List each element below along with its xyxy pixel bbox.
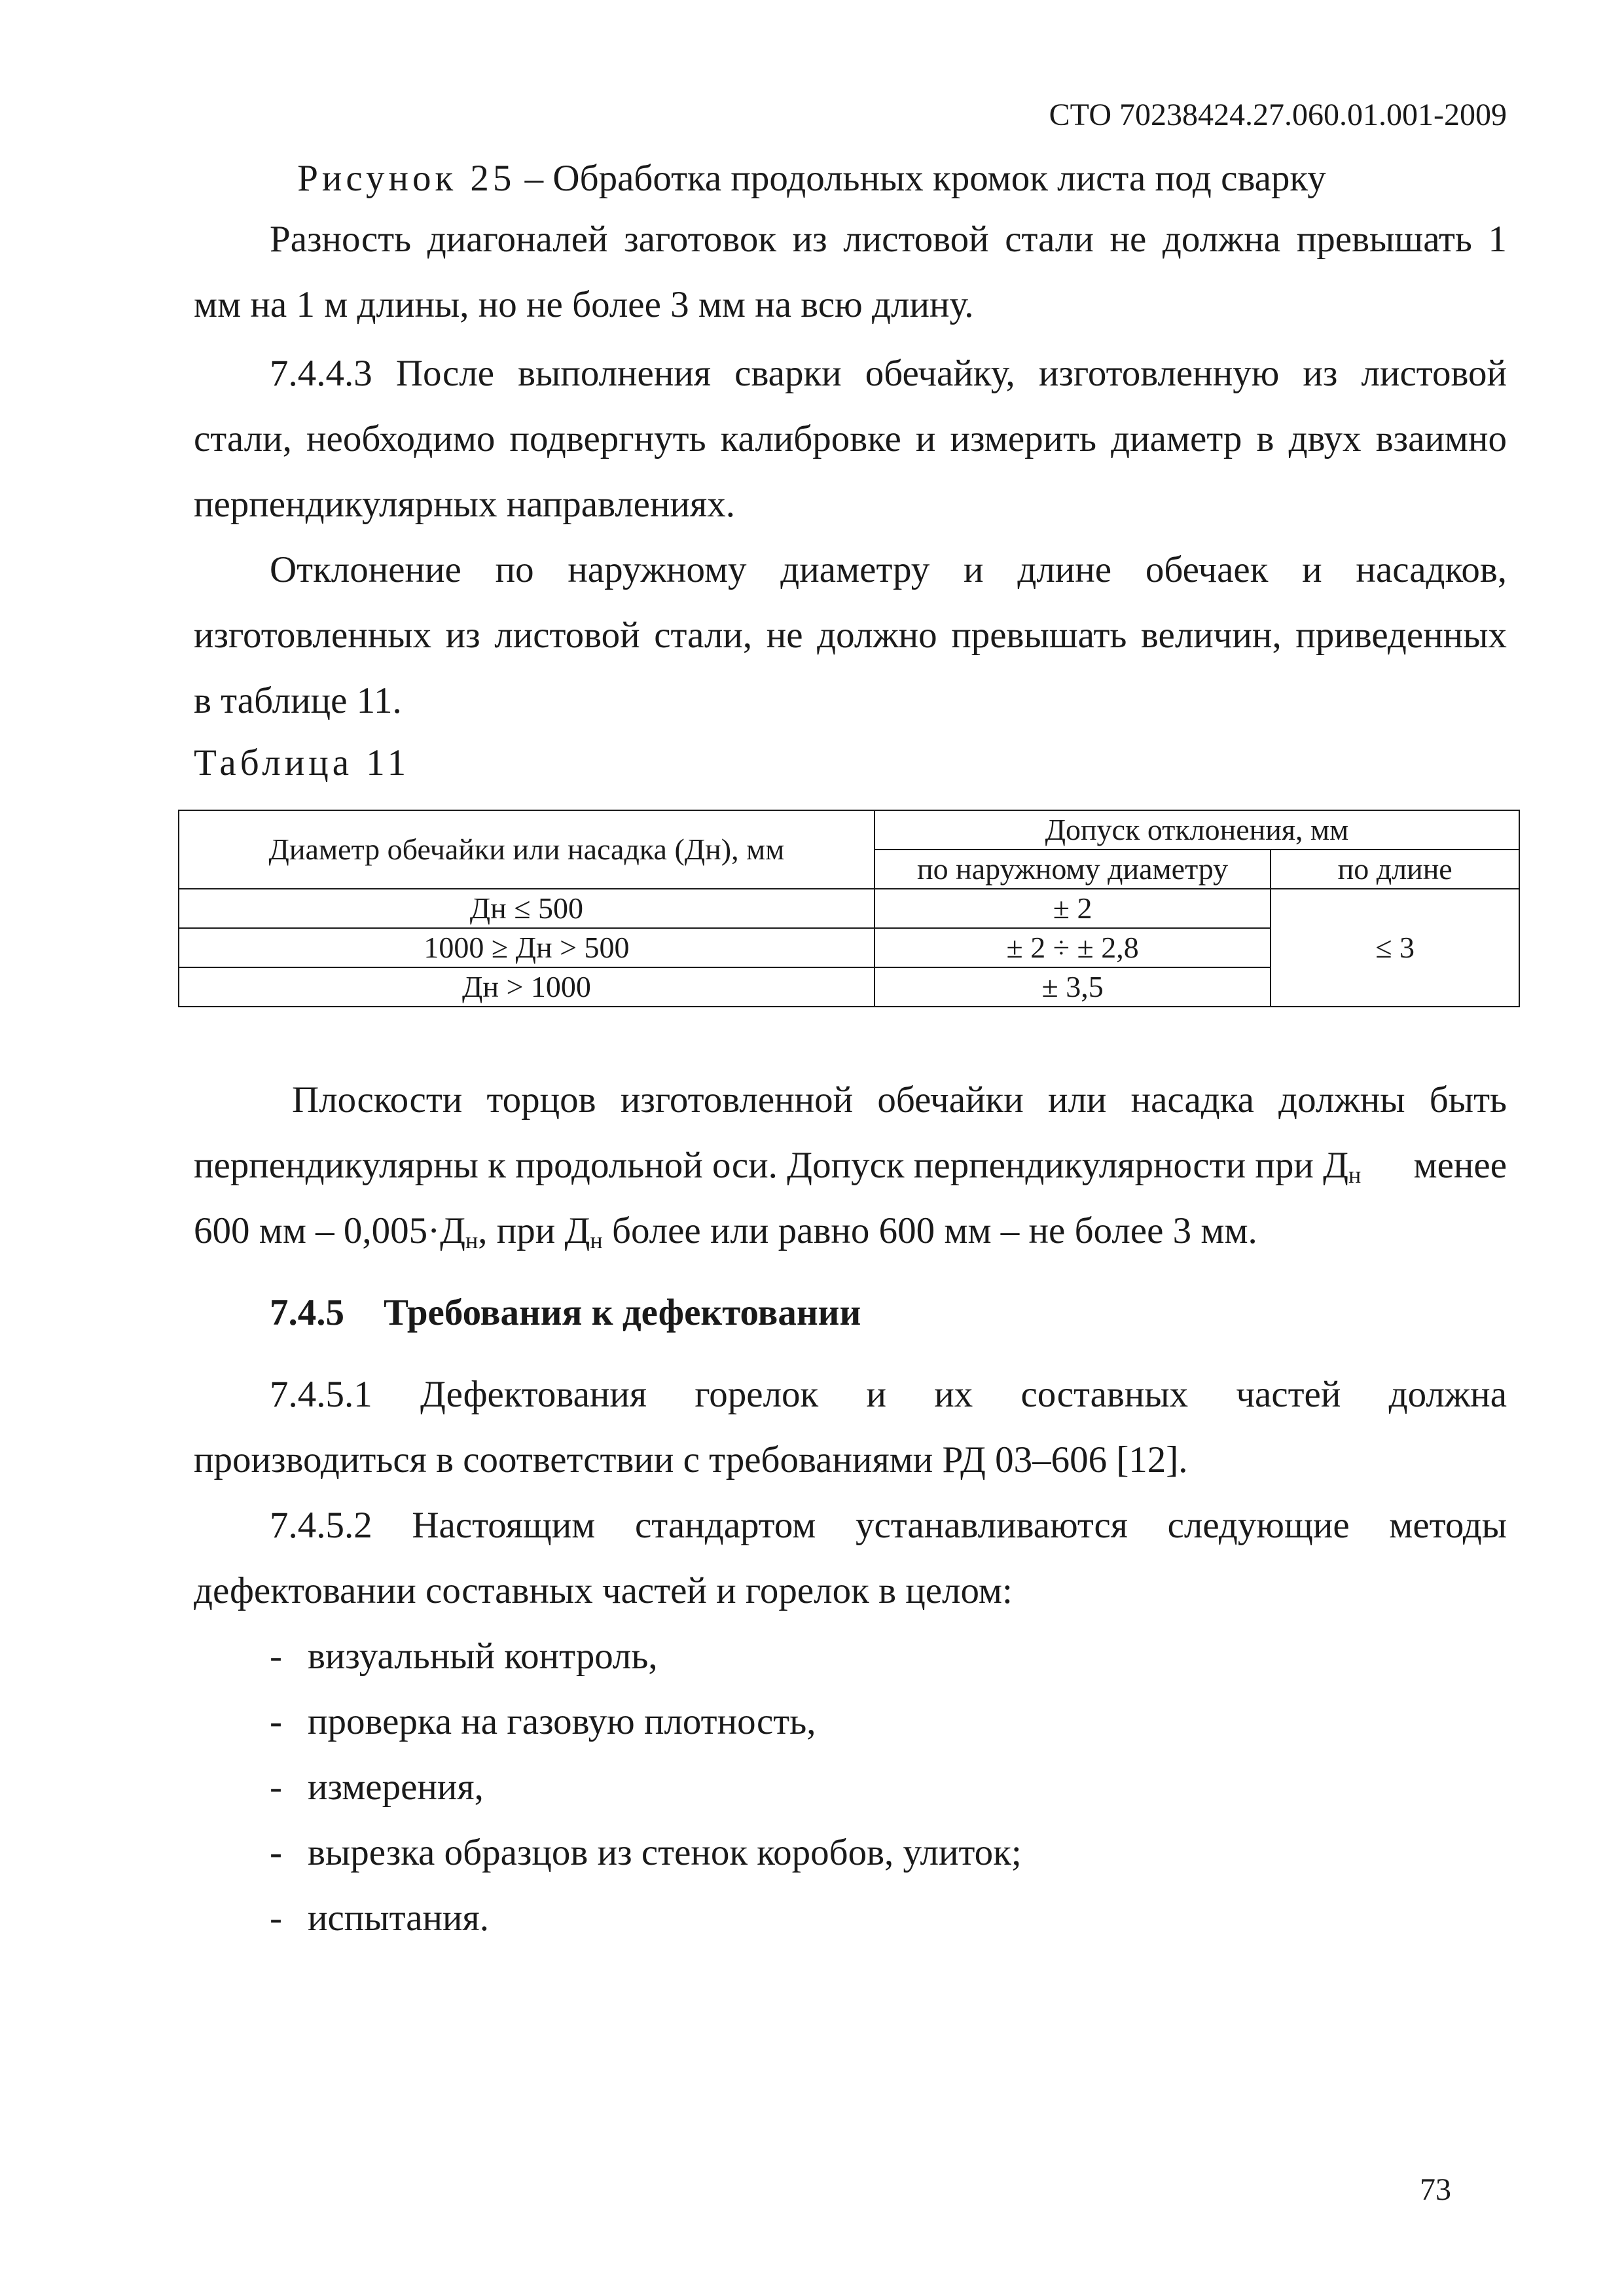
paragraph-deviation-line1: Отклонение по наружному диаметру и длине обечаек и насадков, — [270, 549, 1507, 590]
table-cell-length-tolerance: ≤ 3 — [1271, 889, 1519, 1007]
paragraph-perpendicularity-line3: 600 мм – $0,005\cdot Д_н$, при $Д_н$ более или равно 600 мм – не более 3 мм. — [194, 1210, 1257, 1253]
table-header-tolerance: Допуск отклонения, мм — [875, 810, 1519, 850]
figure-caption-text: – Обработка продольных кромок листа под сварку — [515, 158, 1326, 199]
list-item: визуальный контроль, — [308, 1636, 658, 1677]
list-item: вырезка образцов из стенок коробов, улиток; — [308, 1832, 1022, 1873]
paragraph-deviation-line3: в таблице 11. — [194, 680, 402, 721]
table-header-length: по длине — [1271, 850, 1519, 889]
subscript-n: н — [465, 1227, 478, 1253]
perp-line2-left: перпендикулярны к продольной оси. Допуск перпендикулярности при $Д_н$ — [194, 1145, 1362, 1188]
paragraph-perpendicularity-line1: Плоскости торцов изготовленной обечайки или насадка должны быть — [292, 1079, 1507, 1121]
list-bullet: - — [270, 1701, 282, 1742]
table-cell-diameter: Дн > 1000 — [179, 967, 875, 1007]
section-heading — [270, 1290, 861, 1336]
document-code-header: СТО 70238424.27.060.01.001-2009 — [1049, 98, 1507, 132]
subscript-n: н — [590, 1227, 603, 1253]
table-cell-outer-tolerance: ± 3,5 — [875, 967, 1271, 1007]
table-title: Таблица 11 — [194, 742, 410, 783]
list-bullet: - — [270, 1767, 282, 1808]
paragraph-defect-line2: производиться в соответствии с требованиями РД 03–606 [12]. — [194, 1439, 1188, 1480]
perp-line2-right: менее — [1413, 1145, 1507, 1186]
paragraph-methods-line2: дефектовании составных частей и горелок в целом: — [194, 1570, 1013, 1611]
list-item: проверка на газовую плотность, — [308, 1701, 816, 1742]
paragraph-calibration-line3: перпендикулярных направлениях. — [194, 484, 735, 525]
tolerance-table — [178, 810, 1520, 1007]
list-bullet: - — [270, 1832, 282, 1873]
page-number: 73 — [1420, 2172, 1451, 2207]
paragraph-calibration-line1: 7.4.4.3 После выполнения сварки обечайку, изготовленную из листовой — [270, 353, 1507, 394]
paragraph-diagonals-line1: Разность диагоналей заготовок из листовой стали не должна превышать 1 — [270, 219, 1507, 260]
table-header-diameter: Диаметр обечайки или насадка (Дн), мм — [179, 810, 875, 889]
section-title: Требования к дефектовании — [384, 1292, 861, 1333]
figure-caption — [196, 156, 1427, 202]
list-item: измерения, — [308, 1767, 484, 1808]
paragraph-perpendicularity-line2 — [194, 1143, 1507, 1189]
table-header-outer-diameter: по наружному диаметру — [875, 850, 1271, 889]
paragraph-methods-line1: 7.4.5.2 Настоящим стандартом устанавливаются следующие методы — [270, 1505, 1507, 1546]
table-row — [179, 889, 1519, 928]
section-number: 7.4.5 — [270, 1292, 344, 1333]
paragraph-deviation-line2: изготовленных из листовой стали, не должно превышать величин, приведенных — [194, 615, 1507, 656]
table-cell-outer-tolerance: ± 2 ÷ ± 2,8 — [875, 928, 1271, 967]
list-bullet: - — [270, 1897, 282, 1939]
paragraph-defect-line1: 7.4.5.1 Дефектования горелок и их составных частей должна — [270, 1374, 1507, 1415]
subscript-n: н — [1348, 1162, 1362, 1188]
list-item: испытания. — [308, 1897, 489, 1939]
list-bullet: - — [270, 1636, 282, 1677]
paragraph-diagonals-line2: мм на 1 м длины, но не более 3 мм на всю длину. — [194, 284, 974, 325]
table-cell-outer-tolerance: ± 2 — [875, 889, 1271, 928]
table-cell-diameter: Дн ≤ 500 — [179, 889, 875, 928]
paragraph-calibration-line2: стали, необходимо подвергнуть калибровке и измерить диаметр в двух взаимно — [194, 418, 1507, 459]
figure-label: Рисунок 25 — [297, 158, 516, 199]
table-cell-diameter: 1000 ≥ Дн > 500 — [179, 928, 875, 967]
